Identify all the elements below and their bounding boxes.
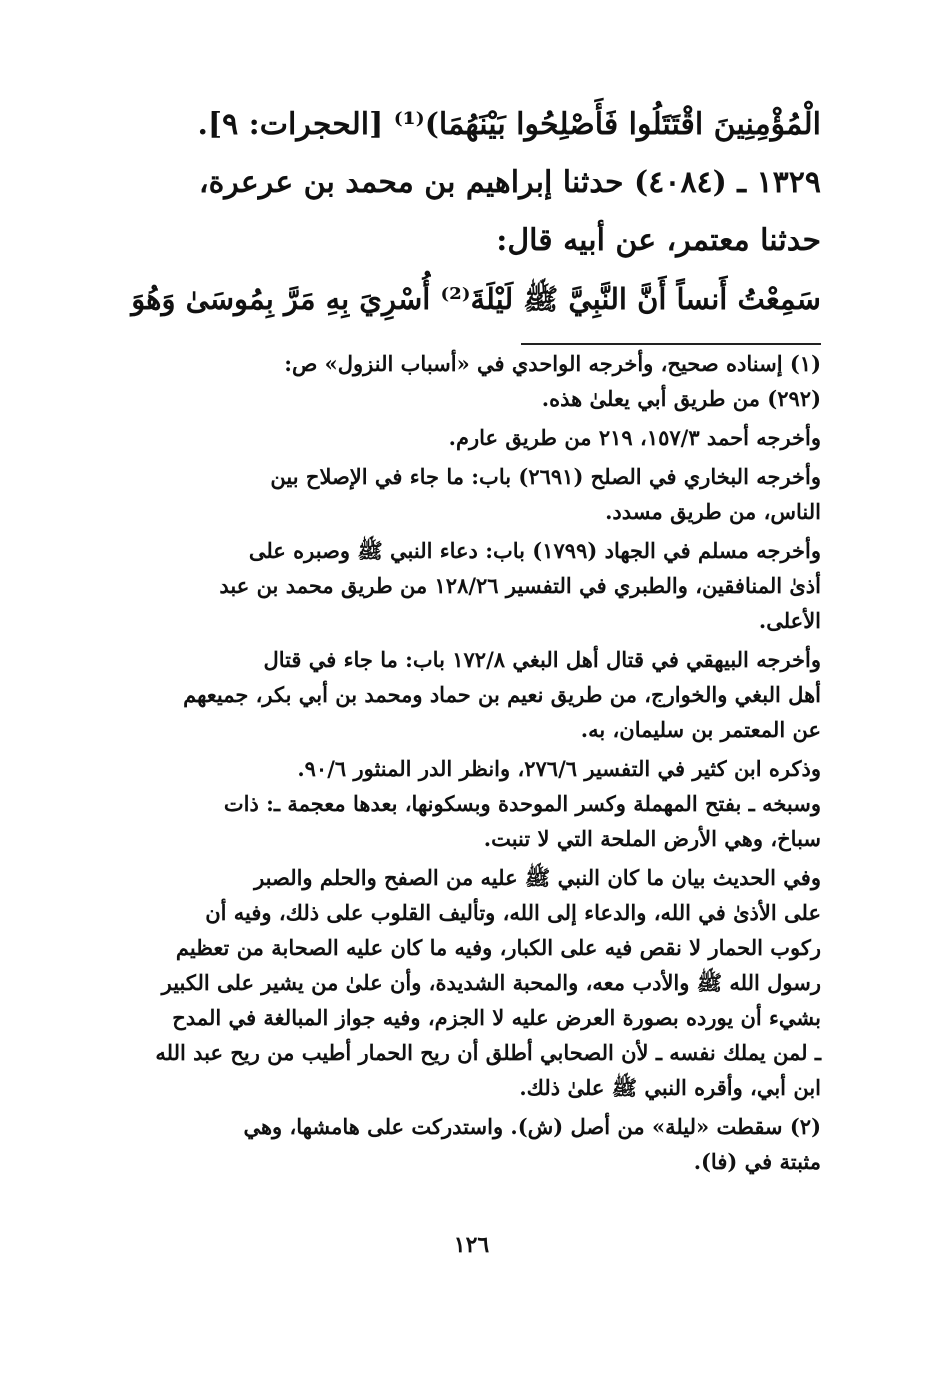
- footnote-line: بشيء أن يورده بصورة العرض عليه لا الجزم، وفيه جواز المبالغة في المدح: [172, 1005, 821, 1030]
- footnote-line: وأخرجه أحمد ١٥٧/٣، ٢١٩ من طريق عارم.: [448, 425, 821, 450]
- footnote-line: وسبخه ـ بفتح المهملة وكسر الموحدة وبسكونها، بعدها معجمة ـ: ذات: [223, 791, 821, 816]
- footnote-line: ركوب الحمار لا نقص فيه على الكبار، وفيه ما كان عليه الصحابة من تعظيم: [175, 935, 821, 960]
- footnote-line: (٢٩٢) من طريق أبي يعلىٰ هذه.: [541, 386, 821, 411]
- footnote-line: (١) إسناده صحيح، وأخرجه الواحدي في «أسباب النزول» ص:: [284, 351, 821, 376]
- footnote-separator: [521, 343, 821, 345]
- footnote-line: رسول الله ﷺ والأدب معه، والمحبة الشديدة، وأن علىٰ من يشير على الكبير: [161, 970, 821, 995]
- footnote-line: وأخرجه مسلم في الجهاد (١٧٩٩) باب: دعاء النبي ﷺ وصبره على: [248, 538, 821, 563]
- main-line: ١٣٢٩ ـ (٤٠٨٤) حدثنا إبراهيم بن محمد بن عرعرة،: [198, 165, 821, 200]
- main-text: [128, 96, 821, 328]
- footnote-paragraph: [128, 533, 821, 638]
- footnote-paragraph: [128, 751, 821, 856]
- footnote-paragraph: [128, 459, 821, 529]
- footnote-line: ـ لمن يملك نفسه ـ لأن الصحابي أطلق أن ريح الحمار أطيب من ريح عبد الله: [155, 1040, 821, 1065]
- footnote-paragraph: [128, 860, 821, 1105]
- main-line: حدثنا معتمر، عن أبيه قال:: [496, 223, 821, 258]
- footnote-line: على الأذىٰ في الله، والدعاء إلى الله، وتأليف القلوب على ذلك، وفيه أن: [205, 900, 821, 925]
- footnote-paragraph: [128, 346, 821, 416]
- footnote-line: ابن أبي، وأقره النبي ﷺ علىٰ ذلك.: [519, 1075, 821, 1100]
- footnote-line: الناس، من طريق مسدد.: [605, 499, 821, 524]
- footnote-line: (٢) سقطت «ليلة» من أصل (ش). واستدركت على هامشها، وهي: [243, 1114, 821, 1139]
- footnote-line: سباخ، وهي الأرض الملحة التي لا تنبت.: [483, 826, 821, 851]
- footnote-line: عن المعتمر بن سليمان، به.: [580, 717, 821, 742]
- main-line: سَمِعْتُ أَنساً أَنَّ النَّبِيَّ ﷺ لَيْلَةَ⁽²⁾ أُسْرِيَ بِهِ مَرَّ بِمُوسَىٰ وَهُوَ: [131, 282, 821, 316]
- footnotes: [128, 346, 821, 1183]
- footnote-line: مثبتة في (فا).: [693, 1149, 821, 1174]
- footnote-line: وذكره ابن كثير في التفسير ٢٧٦/٦، وانظر الدر المنثور ٩٠/٦.: [297, 756, 821, 781]
- footnote-line: وأخرجه البيهقي في قتال أهل البغي ١٧٢/٨ باب: ما جاء في قتال: [263, 647, 821, 672]
- footnote-line: أذىٰ المنافقين، والطبري في التفسير ١٢٨/٢٦ من طريق محمد بن عبد: [219, 573, 821, 598]
- footnote-paragraph: [128, 642, 821, 747]
- footnote-line: وفي الحديث بيان ما كان النبي ﷺ عليه من الصفح والحلم والصبر: [254, 865, 821, 890]
- page-number: ١٢٦: [453, 1232, 490, 1258]
- main-line: الْمُؤْمِنِينَ اقْتَتَلُوا فَأَصْلِحُوا بَيْنَهُمَا)⁽¹⁾ [الحجرات: ٩].: [197, 107, 821, 142]
- footnote-line: الأعلى.: [758, 608, 821, 633]
- footnote-paragraph: [128, 420, 821, 455]
- footnote-line: وأخرجه البخاري في الصلح (٢٦٩١) باب: ما جاء في الإصلاح بين: [270, 464, 821, 489]
- footnote-line: أهل البغي والخوارج، من طريق نعيم بن حماد ومحمد بن أبي بكر، جميعهم: [183, 682, 821, 707]
- footnote-paragraph: [128, 1109, 821, 1179]
